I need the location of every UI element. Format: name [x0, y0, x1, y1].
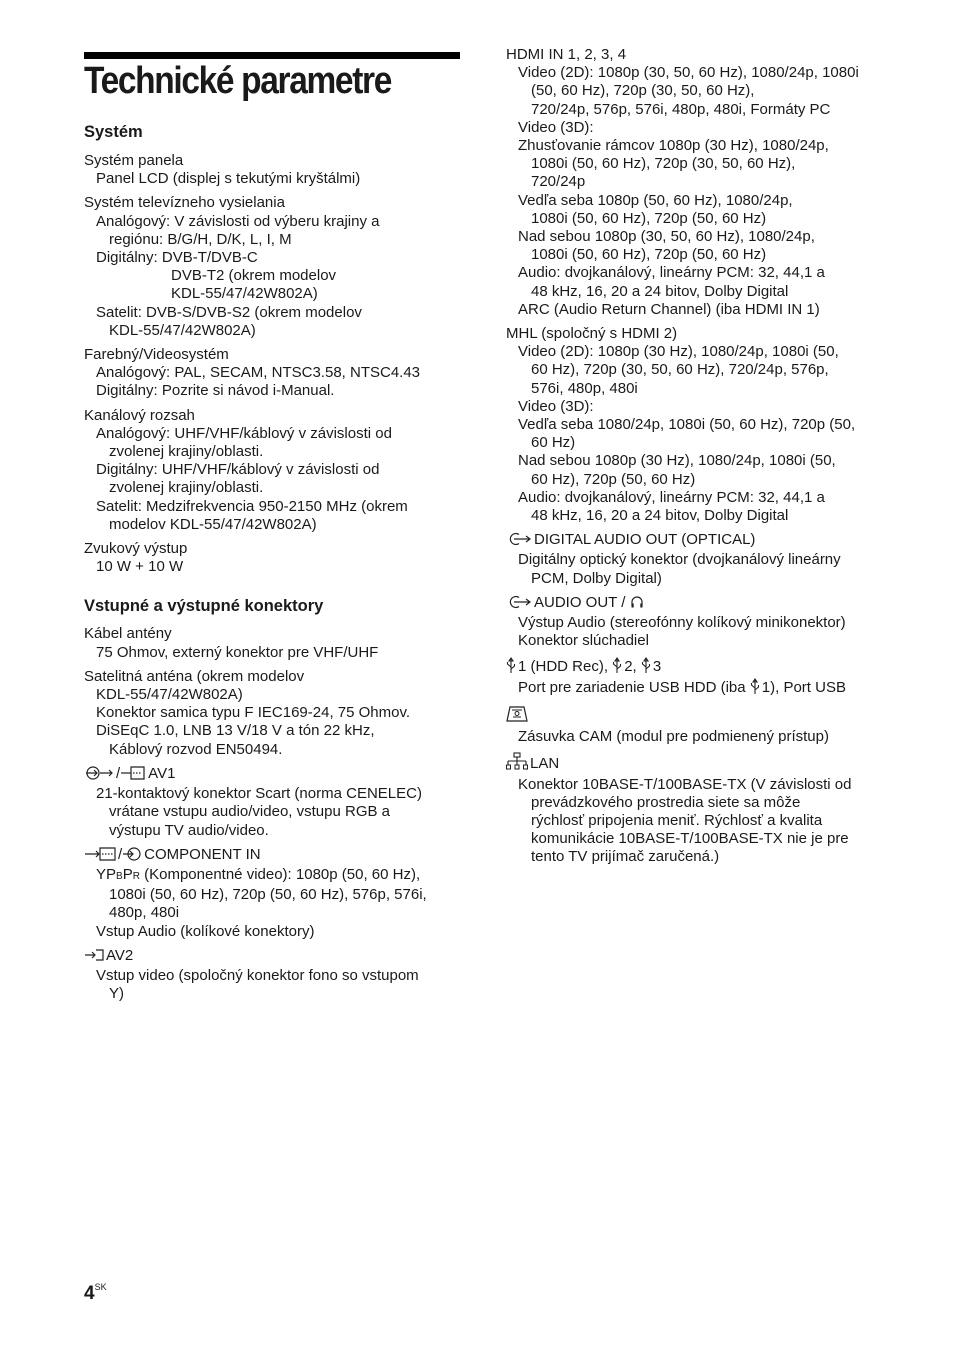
spec-value: Y) — [109, 985, 124, 1003]
spec-value: modelov KDL-55/47/42W802A) — [109, 515, 317, 533]
spec-value: Video (2D): 1080p (30, 50, 60 Hz), 1080/24p, 1080i — [518, 64, 859, 82]
cam-slot-icon — [506, 705, 528, 728]
spec-value: Analógový: V závislosti od výberu krajiny a — [96, 212, 380, 230]
spec-value: Vstup video (spoločný konektor fono so vstupom — [96, 966, 419, 984]
spec-label-av1 — [84, 765, 460, 785]
spec-value: KDL-55/47/42W802A) — [171, 285, 318, 303]
spec-label: MHL (spoločný s HDMI 2) — [506, 325, 678, 343]
lan-label: LAN — [530, 755, 560, 773]
component-spec: YPBPR (Komponentné video): 1080p (50, 60 Hz), — [96, 865, 421, 883]
page-number: $4^{SK}$ — [84, 1282, 107, 1304]
spec-value: Analógový: UHF/VHF/káblový v závislosti od — [96, 424, 392, 442]
headphones-icon — [630, 595, 644, 614]
spec-value: 10 W + 10 W — [96, 558, 184, 576]
spec-value: 60 Hz) — [531, 434, 576, 452]
spec-label: HDMI IN 1, 2, 3, 4 — [506, 46, 627, 63]
spec-value: 1080i (50, 60 Hz), 720p (50, 60 Hz), 576p, 576i, — [109, 886, 427, 904]
spec-label-usb: 1 (HDD Rec), 2, 3 — [506, 657, 896, 678]
spec-label: Kábel antény — [84, 625, 172, 643]
spec-label-optical — [506, 531, 896, 551]
left-column — [84, 0, 460, 1003]
spec-value: 1080i (50, 60 Hz), 720p (50, 60 Hz) — [531, 209, 767, 227]
scart-inout-icon — [84, 766, 114, 785]
spec-value: Digitálny: UHF/VHF/káblový v závislosti od — [96, 461, 380, 479]
lan-icon — [506, 752, 528, 775]
spec-value: Káblový rozvod EN50494. — [109, 740, 283, 758]
spec-value: DVB-T2 (okrem modelov — [171, 267, 337, 285]
optical-label: DIGITAL AUDIO OUT (OPTICAL) — [534, 531, 756, 549]
spec-label-lan — [506, 752, 896, 775]
spec-value: Výstup Audio (stereofónny kolíkový minikonektor) — [518, 614, 846, 632]
av2-label: AV2 — [106, 946, 134, 964]
spec-value: 1080i (50, 60 Hz), 720p (30, 50, 60 Hz), — [531, 155, 796, 173]
spec-value: zvolenej krajiny/oblasti. — [109, 443, 264, 461]
spec-label: Systém panela — [84, 152, 184, 169]
spec-value: Analógový: PAL, SECAM, NTSC3.58, NTSC4.43 — [96, 364, 421, 382]
spec-label: Farebný/Videosystém — [84, 346, 229, 364]
spec-value: prevádzkového prostredia siete sa môže — [531, 793, 801, 811]
spec-value: 720/24p — [531, 173, 586, 191]
spec-value: Digitálny: DVB-T/DVB-C — [96, 249, 258, 267]
spec-value: rýchlosť pripojenia meniť. Rýchlosť a kvalita — [531, 811, 823, 829]
spec-value: Zhusťovanie rámcov 1080p (30 Hz), 1080/24p, — [518, 137, 829, 155]
spec-label-component — [84, 846, 460, 866]
spec-value: Video (3D): — [518, 118, 594, 136]
video-in-icon — [84, 948, 104, 967]
spec-value: Konektor samica typu F IEC169-24, 75 Ohmov. — [96, 704, 411, 722]
spec-label-av2 — [84, 947, 460, 967]
spec-value: 1080i (50, 60 Hz), 720p (50, 60 Hz) — [531, 246, 767, 264]
spec-value: 75 Ohmov, externý konektor pre VHF/UHF — [96, 643, 379, 661]
usb-icon — [641, 657, 651, 678]
component-label: COMPONENT IN — [144, 845, 261, 863]
spec-value: regiónu: B/G/H, D/K, L, I, M — [109, 230, 292, 248]
spec-value: 720/24p, 576p, 576i, 480p, 480i, Formáty PC — [531, 100, 831, 118]
video-in-icon — [122, 847, 142, 866]
spec-value: 21-kontaktový konektor Scart (norma CENELEC) — [96, 785, 422, 803]
separator: / — [118, 845, 123, 863]
spec-value: 60 Hz), 720p (30, 50, 60 Hz), 720/24p, 576p, — [531, 361, 829, 379]
audio-out-icon — [506, 595, 532, 614]
spec-label: Satelitná anténa (okrem modelov — [84, 667, 305, 685]
spec-label: Zvukový výstup — [84, 540, 188, 558]
spec-value: Video (3D): — [518, 397, 594, 415]
spec-value: Vedľa seba 1080/24p, 1080i (50, 60 Hz), 720p (50, — [518, 416, 856, 434]
spec-label-audio-out — [506, 594, 896, 614]
audio-out-icon — [506, 532, 532, 551]
spec-value: 576i, 480p, 480i — [531, 379, 638, 397]
spec-value: výstupu TV audio/video. — [109, 821, 269, 839]
audio-out-label: AUDIO OUT / — [534, 593, 626, 611]
spec-value: ARC (Audio Return Channel) (iba HDMI IN 1) — [518, 300, 820, 318]
right-column — [506, 0, 896, 867]
spec-value: Konektor slúchadiel — [518, 632, 649, 650]
spec-value: KDL-55/47/42W802A) — [109, 321, 256, 339]
scart-out-icon — [120, 766, 146, 785]
spec-value: DiSEqC 1.0, LNB 13 V/18 V a tón 22 kHz, — [96, 722, 375, 740]
spec-value: zvolenej krajiny/oblasti. — [109, 479, 264, 497]
spec-value: Digitálny: Pozrite si návod i-Manual. — [96, 382, 335, 400]
spec-value: 48 kHz, 16, 20 a 24 bitov, Dolby Digital — [531, 507, 789, 525]
spec-value: PCM, Dolby Digital) — [531, 569, 662, 587]
usb-icon — [750, 678, 760, 699]
usb-icon — [612, 657, 622, 678]
spec-value: Zásuvka CAM (modul pre podmienený prístup) — [518, 728, 829, 746]
spec-value: Audio: dvojkanálový, lineárny PCM: 32, 44,1 a — [518, 264, 825, 282]
spec-label: Kanálový rozsah — [84, 406, 195, 424]
page-title: Technické parametre — [84, 60, 392, 102]
av1-label: AV1 — [148, 764, 176, 782]
spec-value: Video (2D): 1080p (30 Hz), 1080/24p, 1080i (50, — [518, 343, 839, 361]
section-heading-connectors: Vstupné a výstupné konektory — [84, 597, 324, 616]
spec-value: Vstup Audio (kolíkové konektory) — [96, 922, 315, 940]
spec-value: 48 kHz, 16, 20 a 24 bitov, Dolby Digital — [531, 282, 789, 300]
spec-value: (50, 60 Hz), 720p (30, 50, 60 Hz), — [531, 82, 755, 100]
usb-desc: Port pre zariadenie USB HDD (iba 1), Port USB — [506, 678, 896, 699]
separator: / — [116, 764, 121, 782]
spec-value: Satelit: DVB-S/DVB-S2 (okrem modelov — [96, 303, 362, 321]
spec-value: KDL-55/47/42W802A) — [96, 686, 243, 704]
page-lang: SK — [94, 1282, 107, 1292]
cam-icon-row — [506, 705, 896, 728]
spec-value: Digitálny optický konektor (dvojkanálový lineárny — [518, 551, 841, 569]
spec-value: komunikácie 10BASE-T/100BASE-TX nie je pre — [531, 830, 849, 848]
spec-value: Vedľa seba 1080p (50, 60 Hz), 1080/24p, — [518, 191, 793, 209]
component-in-icon — [84, 847, 116, 866]
spec-value: Konektor 10BASE-T/100BASE-TX (V závislosti od — [518, 775, 852, 793]
spec-value: Panel LCD (displej s tekutými kryštálmi) — [96, 170, 361, 188]
spec-label: Systém televízneho vysielania — [84, 194, 285, 212]
spec-value: 480p, 480i — [109, 904, 180, 922]
spec-value: Satelit: Medzifrekvencia 950-2150 MHz (okrem — [96, 497, 408, 515]
section-heading-system: Systém — [84, 123, 143, 141]
spec-value: 60 Hz), 720p (50, 60 Hz) — [531, 470, 696, 488]
spec-value: tento TV prijímač zaručená.) — [531, 848, 720, 866]
spec-value: Nad sebou 1080p (30 Hz), 1080/24p, 1080i (50, — [518, 452, 836, 470]
usb-icon — [506, 657, 516, 678]
spec-value: Audio: dvojkanálový, lineárny PCM: 32, 44,1 a — [518, 488, 825, 506]
spec-value: Nad sebou 1080p (30, 50, 60 Hz), 1080/24p, — [518, 228, 815, 246]
spec-value: vrátane vstupu audio/video, vstupu RGB a — [109, 803, 391, 821]
